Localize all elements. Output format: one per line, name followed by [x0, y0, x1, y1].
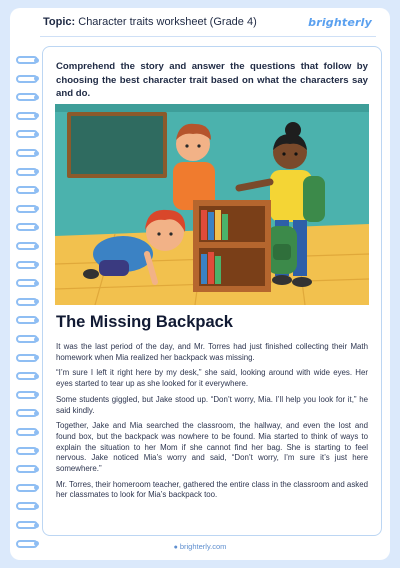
spiral-hole	[34, 299, 39, 304]
spiral-hole	[34, 262, 39, 267]
footer[interactable]	[10, 542, 390, 551]
spiral-hole	[34, 188, 39, 193]
topic-label: Topic:	[43, 16, 76, 28]
footer-url[interactable]: brighterly.com	[179, 542, 227, 551]
topic-text: Character traits worksheet (Grade 4)	[78, 16, 257, 28]
spiral-hole	[34, 206, 39, 211]
spiral-hole	[34, 76, 39, 81]
spiral-hole	[34, 523, 39, 528]
spiral-hole	[34, 151, 39, 156]
spiral-hole	[34, 467, 39, 472]
story-title: The Missing Backpack	[56, 313, 233, 331]
spiral-hole	[34, 485, 39, 490]
spiral-hole	[34, 58, 39, 63]
spiral-hole	[34, 95, 39, 100]
spiral-hole	[34, 448, 39, 453]
spiral-hole	[34, 392, 39, 397]
story-paragraph: Mr. Torres, their homeroom teacher, gathered the entire class in the classroom and asked her classmates to look for Mia’s backpack too.	[56, 479, 368, 500]
instructions-text: Comprehend the story and answer the questions that follow by choosing the best character trait based on what the characters say and do.	[56, 61, 368, 99]
story-paragraph: Some students giggled, but Jake stood up. “Don’t worry, Mia. I’ll help you look for it,” he said kindly.	[56, 394, 368, 415]
globe-icon: ●	[173, 544, 178, 551]
spiral-hole	[34, 411, 39, 416]
spiral-binding	[10, 56, 40, 556]
spiral-hole	[34, 244, 39, 249]
worksheet-header	[10, 8, 390, 40]
spiral-hole	[34, 225, 39, 230]
spiral-hole	[34, 504, 39, 509]
spiral-hole	[34, 430, 39, 435]
story-illustration	[55, 104, 369, 305]
spiral-hole	[34, 355, 39, 360]
spiral-hole	[34, 281, 39, 286]
brighterly-logo: brighterly	[308, 16, 372, 29]
story-paragraph: It was the last period of the day, and Mr. Torres had just finished collecting their Math homework when Mia realized her backpack was missing.	[56, 342, 368, 362]
story-paragraph: “I’m sure I left it right here by my desk,” she said, looking around with wide eyes. Her eyes started to tear up as she looked for it everywhere.	[56, 368, 368, 389]
spiral-hole	[34, 169, 39, 174]
spiral-hole	[34, 132, 39, 137]
spiral-hole	[34, 374, 39, 379]
topic-line	[43, 16, 257, 28]
story-body	[56, 342, 368, 506]
spiral-hole	[34, 113, 39, 118]
spiral-hole	[34, 318, 39, 323]
story-paragraph: Together, Jake and Mia searched the classroom, the hallway, and even the lost and found box, but the backpack was nowhere to be found. Mia started to think of ways to explain the situation to her Mom if she cannot find her bag. She is starting to feel nervous. Jake noticed Mia’s worry and said, “Don’t worry, I’m sure it’s just here somewhere.”	[56, 421, 368, 473]
header-divider	[40, 36, 376, 37]
classroom-scene-image	[55, 104, 369, 305]
spiral-hole	[34, 337, 39, 342]
